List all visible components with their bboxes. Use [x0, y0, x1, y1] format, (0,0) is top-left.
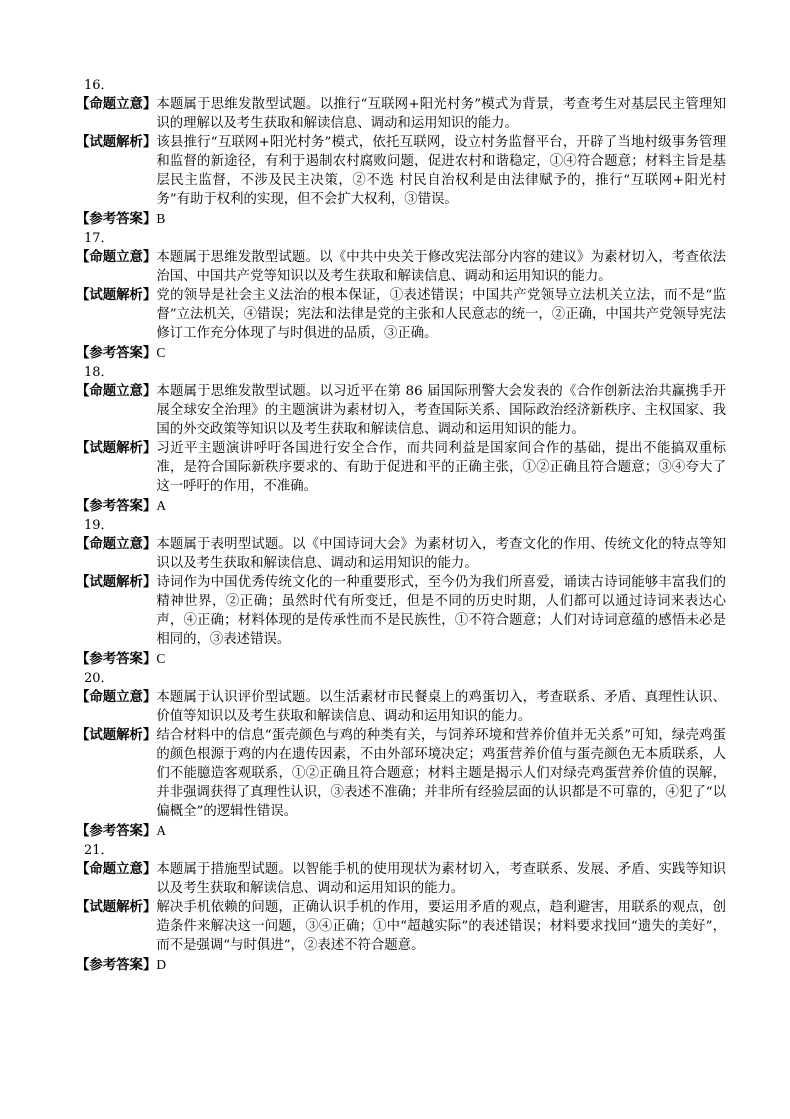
- analysis-text: 解决手机依赖的问题，正确认识手机的作用，要运用矛盾的观点，趋利避害，用联系的观点，创造条件来解决这一问题，③④正确；①中“超越实际”的表述错误；材料要求找回“遗失的美好”，而不是强调“与时俱进”，②表述不符合题意。: [156, 900, 726, 953]
- answer-value: D: [156, 957, 167, 972]
- analysis-label: 【试题解析】: [76, 134, 157, 150]
- answer-entry: [76, 821, 726, 841]
- intent-text: 本题属于思维发散型试题。以《中共中央关于修改宪法部分内容的建议》为素材切入，考查依法治国、中国共产党等知识以及考生获取和解读信息、调动和运用知识的能力。: [156, 250, 726, 284]
- intent-entry: [76, 382, 726, 439]
- intent-text: 本题属于措施型试题。以智能手机的使用现状为素材切入，考查联系、发展、矛盾、实践等知识以及考生获取和解读信息、调动和运用知识的能力。: [156, 862, 726, 896]
- analysis-label: 【试题解析】: [76, 440, 157, 456]
- question-block-6: [76, 841, 726, 975]
- answer-entry: [76, 955, 726, 975]
- answer-entry: [76, 496, 726, 516]
- answer-label: 【参考答案】: [76, 651, 157, 667]
- answer-label: 【参考答案】: [76, 211, 157, 227]
- analysis-label: 【试题解析】: [76, 287, 157, 303]
- question-block-3: [76, 363, 726, 516]
- intent-label: 【命题立意】: [76, 383, 157, 399]
- question-number: 19．: [84, 518, 114, 533]
- answer-value: C: [156, 345, 166, 360]
- analysis-label: 【试题解析】: [76, 574, 157, 590]
- answer-entry: [76, 649, 726, 669]
- intent-label: 【命题立意】: [76, 689, 157, 705]
- intent-entry: [76, 688, 726, 726]
- analysis-entry: [76, 726, 726, 821]
- analysis-label: 【试题解析】: [76, 899, 157, 915]
- intent-text: 本题属于思维发散型试题。以习近平在第 86 届国际刑警大会发表的《合作创新法治共赢携手开展全球安全治理》的主题演讲为素材切入，考查国际关系、国际政治经济新秩序、主权国家、我国的外交政策等知识以及考生获取和解读信息、调动和运用知识的能力。: [156, 384, 726, 437]
- question-number: 20．: [84, 671, 114, 686]
- analysis-label: 【试题解析】: [76, 727, 157, 743]
- answer-label: 【参考答案】: [76, 823, 157, 839]
- analysis-entry: [76, 573, 726, 649]
- intent-label: 【命题立意】: [76, 861, 157, 877]
- intent-text: 本题属于思维发散型试题。以推行“互联网+阳光村务”模式为背景，考查考生对基层民主管理知识的理解以及考生获取和解读信息、调动和运用知识的能力。: [156, 97, 726, 131]
- answer-entry: [76, 343, 726, 363]
- answer-label: 【参考答案】: [76, 957, 157, 973]
- intent-entry: [76, 535, 726, 573]
- analysis-text: 结合材料中的信息“蛋壳颜色与鸡的种类有关，与饲养环境和营养价值并无关系”可知，绿壳鸡蛋的颜色根源于鸡的内在遗传因素，不由外部环境决定；鸡蛋营养价值与蛋壳颜色无本质联系，人们不能臆造客观联系，①②正确且符合题意；材料主题是揭示人们对绿壳鸡蛋营养价值的误解，并非强调获得了真理性认识，③表述不准确；并非所有经验层面的认识都是不可靠的，④犯了“以偏概全”的逻辑性错误。: [156, 728, 726, 819]
- answer-value: C: [156, 651, 166, 666]
- intent-text: 本题属于认识评价型试题。以生活素材市民餐桌上的鸡蛋切入，考查联系、矛盾、真理性认识、价值等知识以及考生获取和解读信息、调动和运用知识的能力。: [156, 690, 726, 724]
- question-block-2: [76, 229, 726, 363]
- intent-entry: [76, 860, 726, 898]
- analysis-text: 该县推行“互联网+阳光村务”模式，依托互联网，设立村务监督平台，开辟了当地村级事务管理和监督的新途径，有利于遏制农村腐败问题，促进农村和谐稳定，①④符合题意；材料主旨是基层民主监督，不涉及民主决策，②不选 村民自治权利是由法律赋予的，推行“互联网+阳光村务”有助于权利的实现，但不会扩大权利，③错误。: [156, 135, 726, 207]
- answer-value: B: [156, 211, 166, 226]
- intent-label: 【命题立意】: [76, 249, 157, 265]
- intent-label: 【命题立意】: [76, 96, 157, 112]
- intent-entry: [76, 95, 726, 133]
- question-number: 17．: [84, 231, 114, 246]
- analysis-text: 习近平主题演讲呼吁各国进行安全合作，而共同利益是国家间合作的基础，提出不能搞双重标准，是符合国际新秩序要求的、有助于促进和平的正确主张，①②正确且符合题意；③④夸大了这一呼吁的作用，不准确。: [156, 441, 726, 494]
- answer-value: A: [156, 823, 167, 838]
- intent-text: 本题属于表明型试题。以《中国诗词大会》为素材切入，考查文化的作用、传统文化的特点等知识以及考生获取和解读信息、调动和运用知识的能力。: [156, 537, 726, 571]
- answer-key-page: [76, 76, 726, 975]
- intent-entry: [76, 248, 726, 286]
- question-number: 16．: [84, 78, 114, 93]
- answer-value: A: [156, 498, 167, 513]
- answer-label: 【参考答案】: [76, 498, 157, 514]
- question-number: 21．: [84, 843, 114, 858]
- analysis-text: 诗词作为中国优秀传统文化的一种重要形式，至今仍为我们所喜爱，诵读古诗词能够丰富我们的精神世界，②正确；虽然时代有所变迁，但是不同的历史时期，人们都可以通过诗词来表达心声，④正确；材料体现的是传承性而不是民族性，①不符合题意；人们对诗词意蕴的感悟未必是相同的，③表述错误。: [156, 575, 726, 647]
- answer-entry: [76, 209, 726, 229]
- answer-label: 【参考答案】: [76, 345, 157, 361]
- question-block-4: [76, 516, 726, 669]
- analysis-entry: [76, 286, 726, 343]
- question-number: 18．: [84, 365, 114, 380]
- analysis-text: 党的领导是社会主义法治的根本保证，①表述错误；中国共产党领导立法机关立法，而不是“监督”立法机关，④错误；宪法和法律是党的主张和人民意志的统一，②正确，中国共产党领导宪法修订工作充分体现了与时俱进的品质，③正确。: [156, 288, 726, 341]
- analysis-entry: [76, 439, 726, 496]
- analysis-entry: [76, 898, 726, 955]
- analysis-entry: [76, 133, 726, 209]
- question-block-5: [76, 669, 726, 841]
- question-block-1: [76, 76, 726, 229]
- intent-label: 【命题立意】: [76, 536, 157, 552]
